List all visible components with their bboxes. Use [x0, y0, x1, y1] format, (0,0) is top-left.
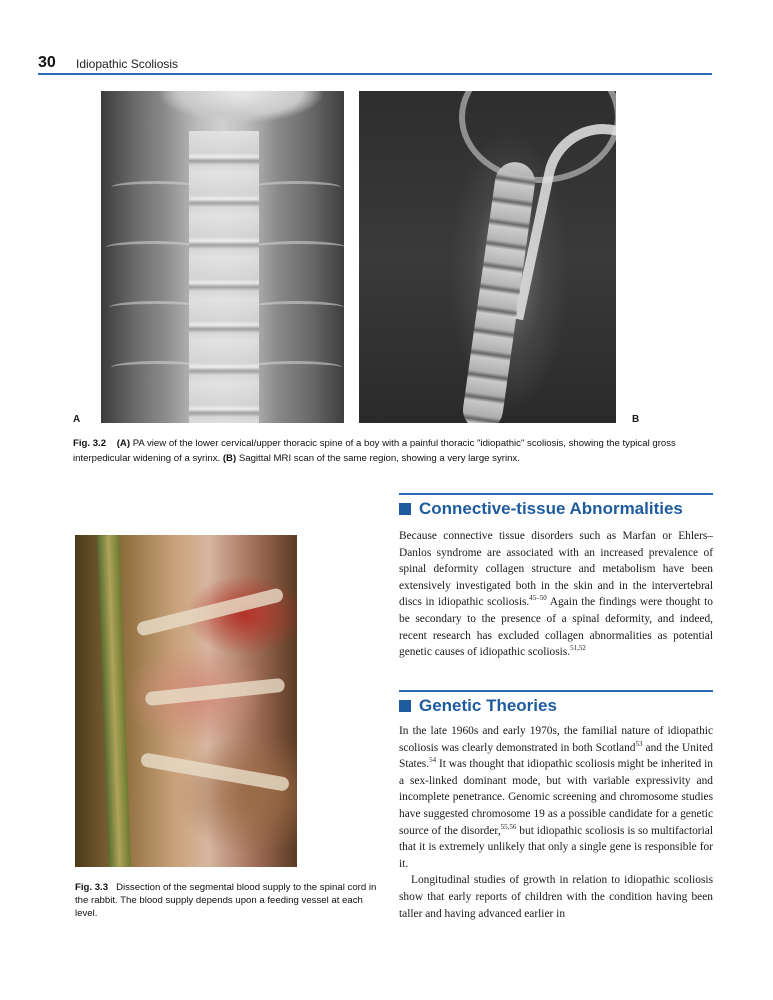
figure-3-2-mri-image — [359, 91, 616, 423]
figure-3-3-dissection-image — [75, 535, 297, 867]
caption-label: Fig. 3.3 — [75, 882, 109, 893]
text-run: and the United States. — [399, 741, 713, 771]
figure-3-2-caption — [73, 436, 715, 466]
nerve-root — [136, 587, 285, 637]
page-number: 30 — [38, 54, 56, 71]
nerve-root — [145, 678, 286, 707]
heading-square-icon — [399, 700, 411, 712]
text-run: but idiopathic scoliosis is so multifactorial that it is extremely unlikely that only a single gene is responsible for it. — [399, 824, 713, 870]
feeding-vessel — [97, 535, 131, 867]
panel-a-label: A — [73, 414, 81, 425]
section-heading-genetic — [399, 696, 557, 716]
xray-rib — [249, 301, 344, 314]
paragraph: Longitudinal studies of growth in relation to idiopathic scoliosis show that early reports of children with the condition having been taller and having advanced earlier in — [399, 874, 713, 920]
caption-text: PA view of the lower cervical/upper thoracic spine of a boy with a painful thoracic "idiopathic" scoliosis, showing the typical gross interpedicular widening of a syrinx. — [73, 438, 676, 464]
figure-3-3-caption — [75, 881, 387, 920]
paragraph — [399, 528, 713, 661]
caption-label: Fig. 3.2 — [73, 438, 107, 449]
text-run: Because connective tissue disorders such as Marfan or Ehlers–Danlos syndrome are associated with an increased prevalence of spinal deformity collagen structure and metabolism have been extensively investigated both in the skin and in the intervertebral discs in idiopathic scoliosis. — [399, 530, 713, 609]
panel-b-label: B — [632, 414, 640, 425]
figure-3-2-xray-image — [101, 91, 344, 423]
xray-spine — [189, 131, 259, 423]
section-body-genetic — [399, 723, 713, 922]
running-title: Idiopathic Scoliosis — [76, 57, 179, 71]
section-rule — [399, 690, 713, 692]
xray-rib — [251, 241, 344, 254]
nerve-root — [140, 752, 290, 792]
xray-rib — [111, 181, 201, 194]
header-rule — [38, 73, 712, 75]
heading-text: Genetic Theories — [419, 696, 557, 715]
citation: 54 — [429, 756, 437, 765]
text-run: In the late 1960s and early 1970s, the familial nature of idiopathic scoliosis was clearly demonstrated in both Scotland — [399, 725, 713, 754]
section-body-connective — [399, 528, 713, 661]
caption-text: Sagittal MRI scan of the same region, showing a very large syrinx. — [238, 453, 520, 464]
section-heading-connective — [399, 499, 683, 519]
paragraph — [399, 723, 713, 872]
caption-text: Dissection of the segmental blood supply to the spinal cord in the rabbit. The blood supply depends upon a feeding vessel at each level. — [75, 882, 377, 919]
xray-rib — [251, 181, 341, 194]
citation: 51,52 — [570, 644, 586, 653]
xray-rib — [247, 361, 342, 374]
citation: 53 — [635, 739, 643, 748]
heading-square-icon — [399, 503, 411, 515]
caption-tag: (B) — [222, 453, 237, 464]
heading-text: Connective-tissue Abnormalities — [419, 499, 683, 518]
text-run: It was thought that idiopathic scoliosis might be inherited in a sex-linked dominant mode, but with variable expressivity and incomplete penetrance. Genomic screening and chromosome studies have suggested chromosome 19 as a possible candidate for a genetic source of the disorder, — [399, 758, 713, 837]
citation: 55,56 — [500, 822, 517, 831]
xray-rib — [106, 241, 201, 254]
text-run: Again the findings were thought to be secondary to the presence of a spinal deformity, and indeed, recent research has excluded collagen abnormalities as potential genetic causes of idiopathic scoliosis. — [399, 596, 713, 659]
section-rule — [399, 493, 713, 495]
citation: 45–50 — [529, 594, 547, 603]
caption-tag: (A) — [116, 438, 131, 449]
